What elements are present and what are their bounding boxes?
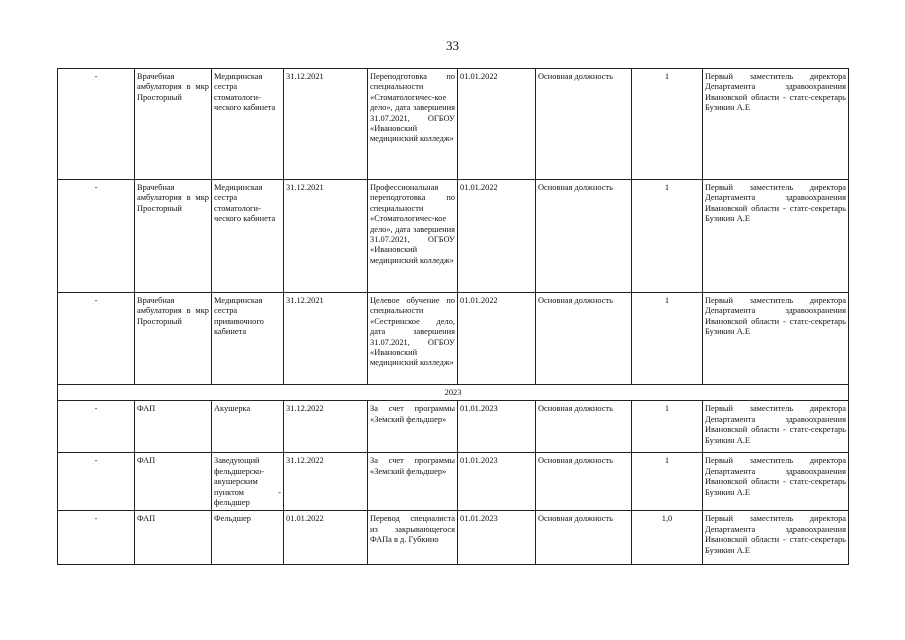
responsible-cell: Первый заместитель директора Департамента здравоохранения Ивановской области - статс-секретарь Бузикин А.Е [703,401,849,453]
reason-cell: Профессиональная переподготовка по специальности «Стоматологичес-кое дело», дата завершения 31.07.2021, ОГБОУ «Ивановский медицинский колледж» [368,180,458,293]
date-cell: 31.12.2021 [284,293,368,385]
table-body [58,69,849,565]
rate-cell: 1 [632,69,703,180]
table-row [58,180,849,293]
table-row [58,453,849,511]
facility-cell: ФАП [135,453,212,511]
start-date-cell: 01.01.2023 [458,511,536,565]
reason-cell: За счет программы «Земский фельдшер» [368,401,458,453]
reason-cell: Перевод специалиста из закрывающегося ФАПа в д. Губкино [368,511,458,565]
table-row [58,69,849,180]
reason-cell: Целевое обучение по специальности «Сестринское дело, дата завершения 31.07.2021, ОГБОУ «Ивановский медицинский колледж» [368,293,458,385]
responsible-cell: Первый заместитель директора Департамента здравоохранения Ивановской области - статс-секретарь Бузикин А.Е [703,180,849,293]
row-number: - [58,293,135,385]
position-cell: Медицинская сестра стоматологи-ческого кабинета [212,180,284,293]
reason-cell: Переподготовка по специальности «Стоматологичес-кое дело», дата завершения 31.07.2021, ОГБОУ «Ивановский медицинский колледж» [368,69,458,180]
row-number: - [58,511,135,565]
rate-cell: 1 [632,401,703,453]
page-number: 33 [446,38,459,53]
date-cell: 31.12.2021 [284,69,368,180]
post-type-cell: Основная должность [536,180,632,293]
row-number: - [58,180,135,293]
rate-cell: 1 [632,293,703,385]
staffing-table [57,68,849,565]
row-number: - [58,69,135,180]
rate-cell: 1,0 [632,511,703,565]
position-cell: Фельдшер [212,511,284,565]
year-row [58,385,849,401]
table-row [58,293,849,385]
facility-cell: Врачебная амбулатория в мкр Просторный [135,293,212,385]
date-cell: 01.01.2022 [284,511,368,565]
start-date-cell: 01.01.2023 [458,453,536,511]
facility-cell: Врачебная амбулатория в мкр Просторный [135,69,212,180]
post-type-cell: Основная должность [536,401,632,453]
reason-cell: За счет программы «Земский фельдшер» [368,453,458,511]
start-date-cell: 01.01.2023 [458,401,536,453]
row-number: - [58,453,135,511]
responsible-cell: Первый заместитель директора Департамента здравоохранения Ивановской области - статс-секретарь Бузикин А.Е [703,69,849,180]
date-cell: 31.12.2022 [284,401,368,453]
position-cell: Заведующий фельдшерско-акушерским пунктом - фельдшер [212,453,284,511]
facility-cell: ФАП [135,401,212,453]
position-cell: Медицинская сестра прививочного кабинета [212,293,284,385]
table-row [58,511,849,565]
responsible-cell: Первый заместитель директора Департамента здравоохранения Ивановской области - статс-секретарь Бузикин А.Е [703,293,849,385]
start-date-cell: 01.01.2022 [458,69,536,180]
position-cell: Акушерка [212,401,284,453]
responsible-cell: Первый заместитель директора Департамента здравоохранения Ивановской области - статс-секретарь Бузикин А.Е [703,511,849,565]
rate-cell: 1 [632,453,703,511]
facility-cell: ФАП [135,511,212,565]
post-type-cell: Основная должность [536,453,632,511]
table-row [58,401,849,453]
facility-cell: Врачебная амбулатория в мкр Просторный [135,180,212,293]
post-type-cell: Основная должность [536,511,632,565]
start-date-cell: 01.01.2022 [458,293,536,385]
start-date-cell: 01.01.2022 [458,180,536,293]
responsible-cell: Первый заместитель директора Департамента здравоохранения Ивановской области - статс-секретарь Бузикин А.Е [703,453,849,511]
date-cell: 31.12.2021 [284,180,368,293]
year-label: 2023 [58,385,849,401]
row-number: - [58,401,135,453]
position-cell: Медицинская сестра стоматологи-ческого кабинета [212,69,284,180]
rate-cell: 1 [632,180,703,293]
date-cell: 31.12.2022 [284,453,368,511]
post-type-cell: Основная должность [536,293,632,385]
post-type-cell: Основная должность [536,69,632,180]
